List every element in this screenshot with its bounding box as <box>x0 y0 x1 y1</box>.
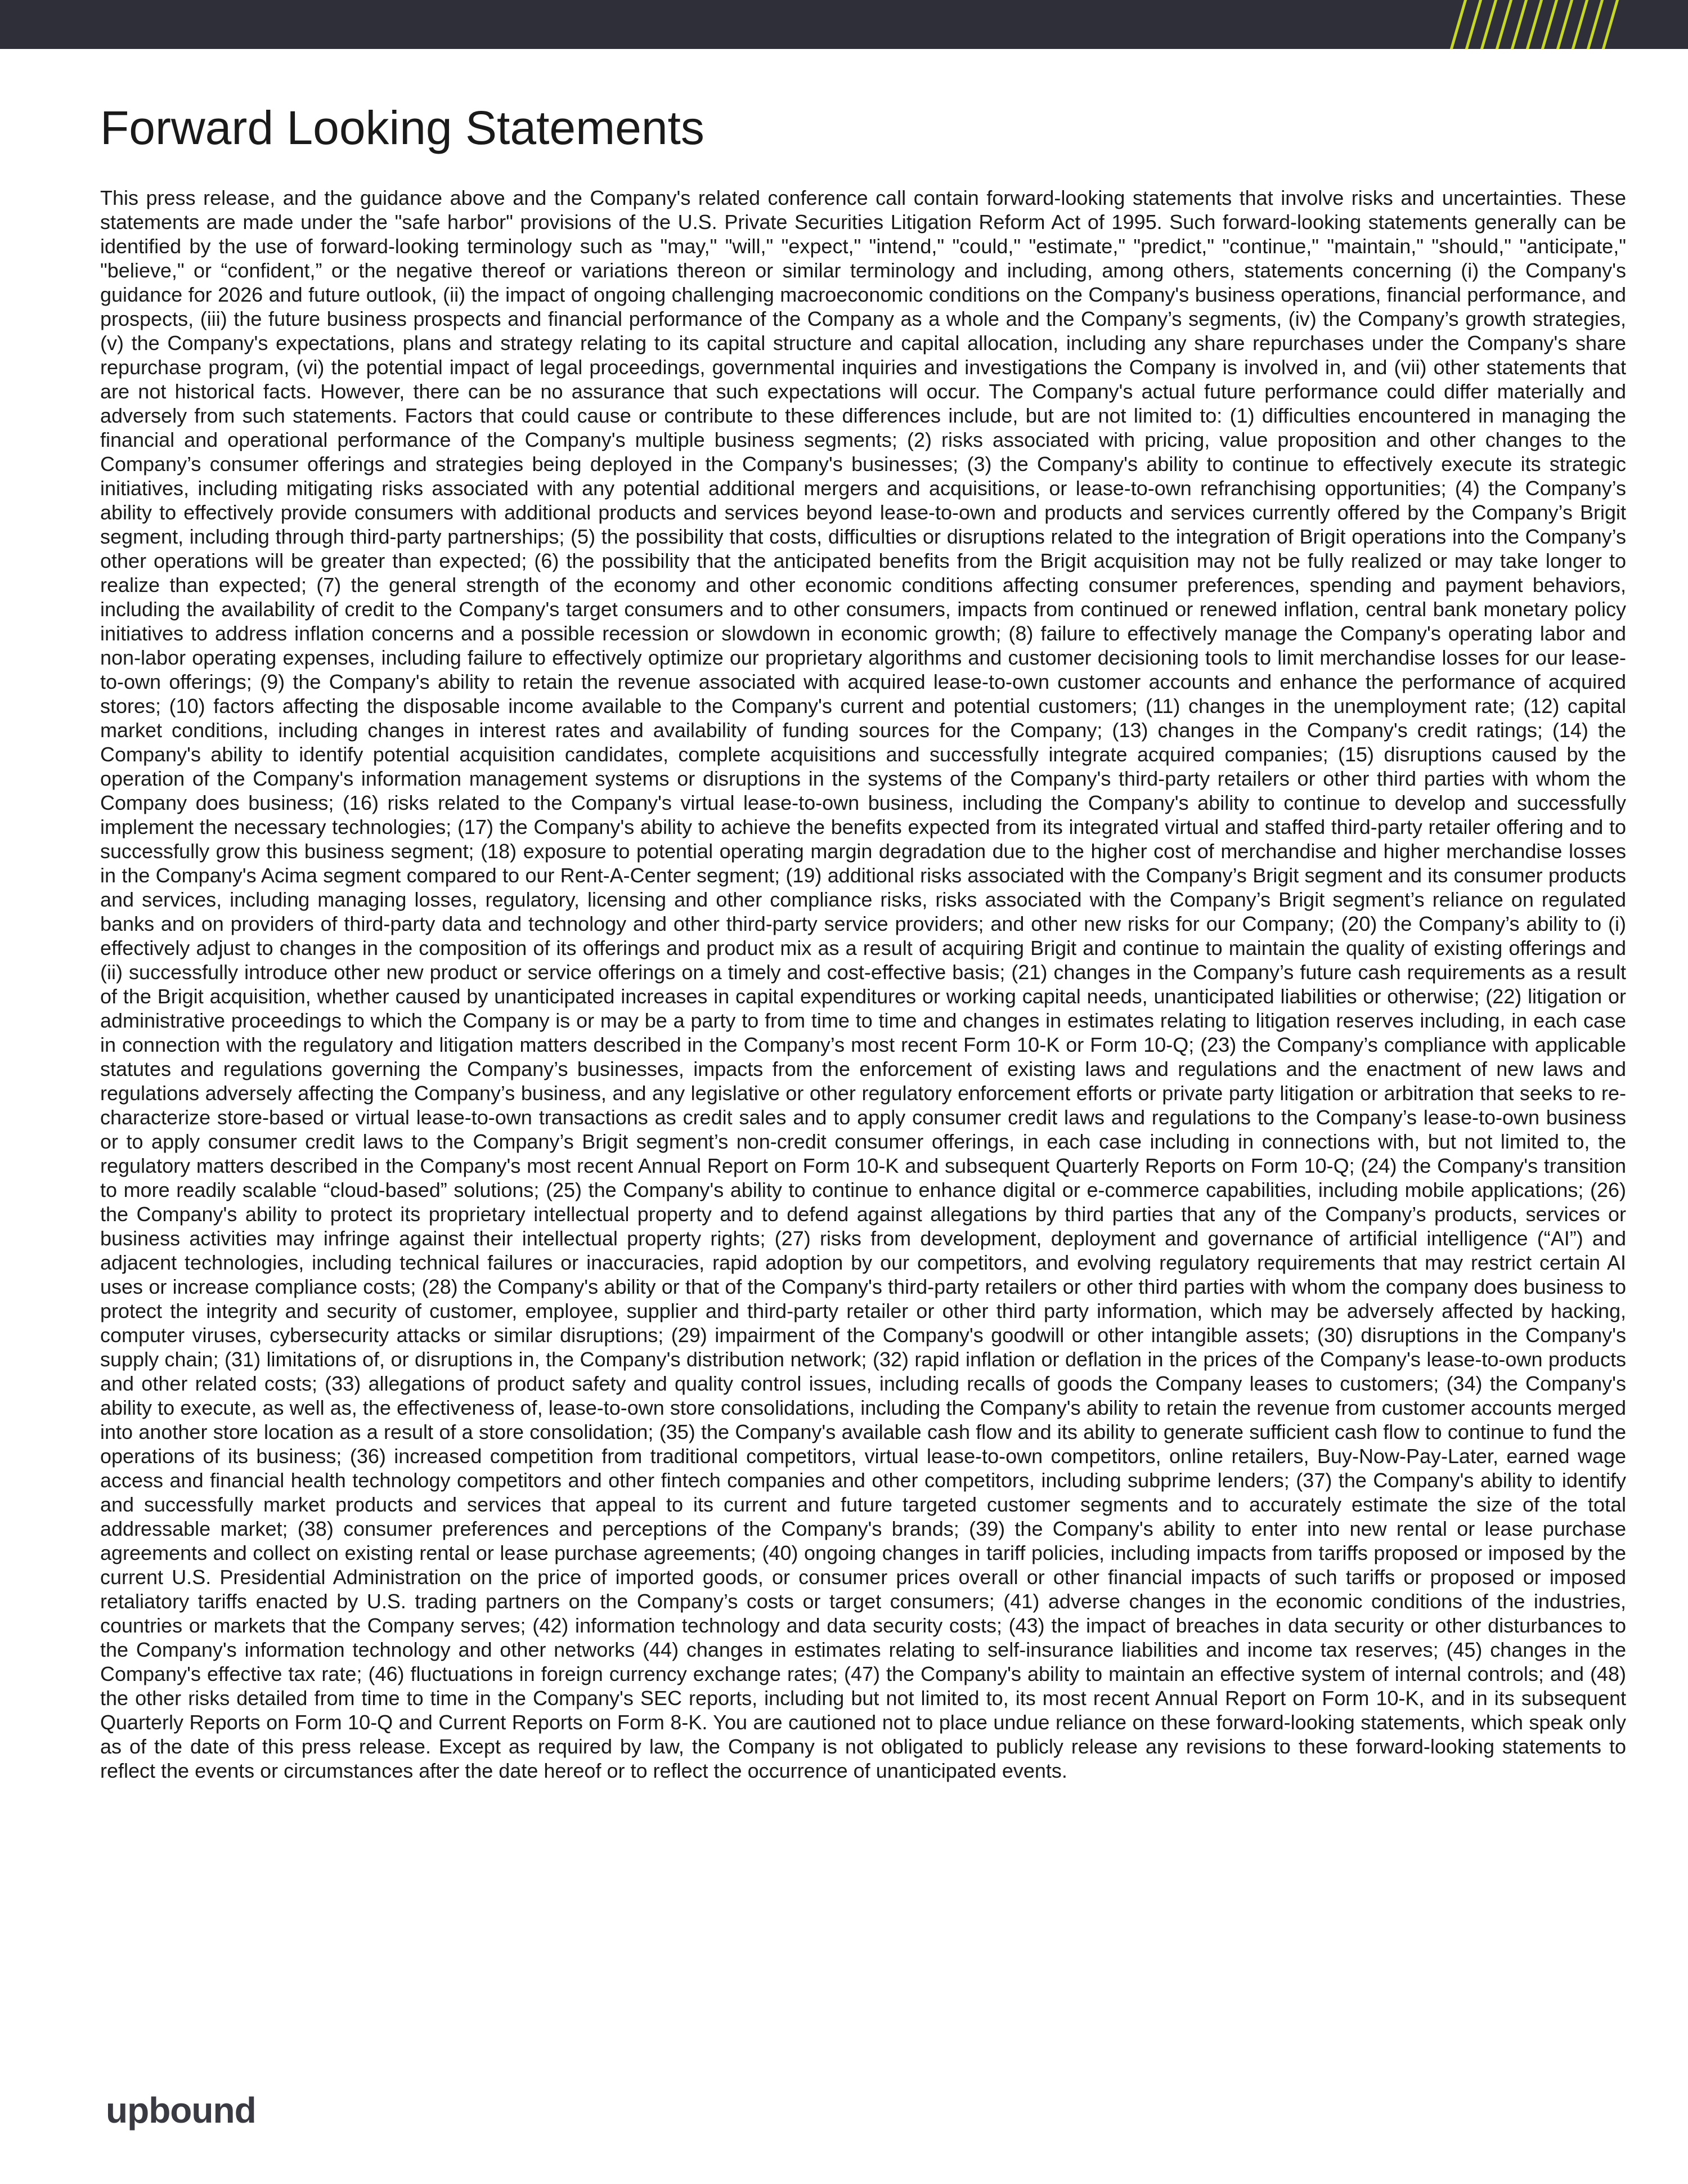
page-title: Forward Looking Statements <box>100 101 704 154</box>
company-logo: upbound <box>106 2090 256 2131</box>
body-paragraph: This press release, and the guidance above and the Company's related conference call contain forward-looking statements that involve risks and uncertainties. These statements are made under the "safe harbor" provisions of the U.S. Private Securities Litigation Reform Act of 1995. Such forward-looking statements generally can be identified by the use of forward-looking terminology such as "may," "will," "expect," "intend," "could," "estimate," "predict," "continue," "maintain," "should," "anticipate," "believe," or “confident,” or the negative thereof or variations thereon or similar terminology and including, among others, statements concerning (i) the Company's guidance for 2026 and future outlook, (ii) the impact of ongoing challenging macroeconomic conditions on the Company's business operations, financial performance, and prospects, (iii) the future business prospects and financial performance of the Company as a whole and the Company’s segments, (iv) the Company’s growth strategies, (v) the Company's expectations, plans and strategy relating to its capital structure and capital allocation, including any share repurchases under the Company's share repurchase program, (vi) the potential impact of legal proceedings, governmental inquiries and investigations the Company is involved in, and (vii) other statements that are not historical facts. However, there can be no assurance that such expectations will occur. The Company's actual future performance could differ materially and adversely from such statements. Factors that could cause or contribute to these differences include, but are not limited to: (1) difficulties encountered in managing the financial and operational performance of the Company's multiple business segments; (2) risks associated with pricing, value proposition and other changes to the Company’s consumer offerings and strategies being deployed in the Company's businesses; (3) the Company's ability to continue to effectively execute its strategic initiatives, including mitigating risks associated with any potential additional mergers and acquisitions, or lease-to-own refranchising opportunities; (4) the Company’s ability to effectively provide consumers with additional products and services beyond lease-to-own and products and services currently offered by the Company’s Brigit segment, including through third-party partnerships; (5) the possibility that costs, difficulties or disruptions related to the integration of Brigit operations into the Company’s other operations will be greater than expected; (6) the possibility that the anticipated benefits from the Brigit acquisition may not be fully realized or may take longer to realize than expected; (7) the general strength of the economy and other economic conditions affecting consumer preferences, spending and payment behaviors, including the availability of credit to the Company's target consumers and to other consumers, impacts from continued or renewed inflation, central bank monetary policy initiatives to address inflation concerns and a possible recession or slowdown in economic growth; (8) failure to effectively manage the Company's operating labor and non-labor operating expenses, including failure to effectively optimize our proprietary algorithms and customer decisioning tools to limit merchandise losses for our lease-to-own offerings; (9) the Company's ability to retain the revenue associated with acquired lease-to-own customer accounts and enhance the performance of acquired stores; (10) factors affecting the disposable income available to the Company's current and potential customers; (11) changes in the unemployment rate; (12) capital market conditions, including changes in interest rates and availability of funding sources for the Company; (13) changes in the Company's credit ratings; (14) the Company's ability to identify potential acquisition candidates, complete acquisitions and successfully integrate acquired companies; (15) disruptions caused by the operation of the Company's information management systems or disruptions in the systems of the Company's third-party retailers or other third parties with whom the Company does business; (16) risks related to the Company's virtual lease-to-own business, including the Company's ability to continue to develop and successfully implement the necessary technologies; (17) the Company's ability to achieve the benefits expected from its integrated virtual and staffed third-party retailer offering and to successfully grow this business segment; (18) exposure to potential operating margin degradation due to the higher cost of merchandise and higher merchandise losses in the Company's Acima segment compared to our Rent-A-Center segment; (19) additional risks associated with the Company’s Brigit segment and its consumer products and services, including managing losses, regulatory, licensing and other compliance risks, risks associated with the Company’s Brigit segment’s reliance on regulated banks and on providers of third-party data and technology and other third-party service providers; and other new risks for our Company; (20) the Company’s ability to (i) effectively adjust to changes in the composition of its offerings and product mix as a result of acquiring Brigit and continue to maintain the quality of existing offerings and (ii) successfully introduce other new product or service offerings on a timely and cost-effective basis; (21) changes in the Company’s future cash requirements as a result of the Brigit acquisition, whether caused by unanticipated increases in capital expenditures or working capital needs, unanticipated liabilities or otherwise; (22) litigation or administrative proceedings to which the Company is or may be a party to from time to time and changes in estimates relating to litigation reserves including, in each case in connection with the regulatory and litigation matters described in the Company’s most recent Form 10-K or Form 10-Q; (23) the Company’s compliance with applicable statutes and regulations governing the Company’s businesses, impacts from the enforcement of existing laws and regulations and the enactment of new laws and regulations adversely affecting the Company’s business, and any legislative or other regulatory enforcement efforts or private party litigation or arbitration that seeks to re-characterize store-based or virtual lease-to-own transactions as credit sales and to apply consumer credit laws and regulations to the Company’s lease-to-own business or to apply consumer credit laws to the Company’s Brigit segment’s non-credit consumer offerings, in each case including in connections with, but not limited to, the regulatory matters described in the Company's most recent Annual Report on Form 10-K and subsequent Quarterly Reports on Form 10-Q; (24) the Company's transition to more readily scalable “cloud-based” solutions; (25) the Company's ability to continue to enhance digital or e-commerce capabilities, including mobile applications; (26) the Company's ability to protect its proprietary intellectual property and to defend against allegations by third parties that any of the Company’s products, services or business activities may infringe against their intellectual property rights; (27) risks from development, deployment and governance of artificial intelligence (“AI”) and adjacent technologies, including technical failures or inaccuracies, rapid adoption by our competitors, and evolving regulatory requirements that may restrict certain AI uses or increase compliance costs; (28) the Company's ability or that of the Company's third-party retailers or other third parties with whom the company does business to protect the integrity and security of customer, employee, supplier and third-party retailer or other third party information, which may be adversely affected by hacking, computer viruses, cybersecurity attacks or similar disruptions; (29) impairment of the Company's goodwill or other intangible assets; (30) disruptions in the Company's supply chain; (31) limitations of, or disruptions in, the Company's distribution network; (32) rapid inflation or deflation in the prices of the Company's lease-to-own products and other related costs; (33) allegations of product safety and quality control issues, including recalls of goods the Company leases to customers; (34) the Company's ability to execute, as well as, the effectiveness of, lease-to-own store consolidations, including the Company's ability to retain the revenue from customer accounts merged into another store location as a result of a store consolidation; (35) the Company's available cash flow and its ability to generate sufficient cash flow to continue to fund the operations of its business; (36) increased competition from traditional competitors, virtual lease-to-own competitors, online retailers, Buy-Now-Pay-Later, earned wage access and financial health technology competitors and other fintech companies and other competitors, including subprime lenders; (37) the Company's ability to identify and successfully market products and services that appeal to its current and future targeted customer segments and to accurately estimate the size of the total addressable market; (38) consumer preferences and perceptions of the Company's brands; (39) the Company's ability to enter into new rental or lease purchase agreements and collect on existing rental or lease purchase agreements; (40) ongoing changes in tariff policies, including impacts from tariffs proposed or imposed by the current U.S. Presidential Administration on the price of imported goods, or consumer prices overall or other financial impacts of such tariffs or proposed or imposed retaliatory tariffs enacted by U.S. trading partners on the Company’s costs or target consumers; (41) adverse changes in the economic conditions of the industries, countries or markets that the Company serves; (42) information technology and data security costs; (43) the impact of breaches in data security or other disturbances to the Company's information technology and other networks (44) changes in estimates relating to self-insurance liabilities and income tax reserves; (45) changes in the Company's effective tax rate; (46) fluctuations in foreign currency exchange rates; (47) the Company's ability to maintain an effective system of internal controls; and (48) the other risks detailed from time to time in the Company's SEC reports, including but not limited to, its most recent Annual Report on Form 10-K, and in its subsequent Quarterly Reports on Form 10-Q and Current Reports on Form 8-K. You are cautioned not to place undue reliance on these forward-looking statements, which speak only as of the date of this press release. Except as required by law, the Company is not obligated to publicly release any revisions to these forward-looking statements to reflect the events or circumstances after the date hereof or to reflect the occurrence of unanticipated events. <box>100 186 1626 1782</box>
header-bar <box>0 0 1688 49</box>
stripe-accent-icon <box>0 0 1688 49</box>
